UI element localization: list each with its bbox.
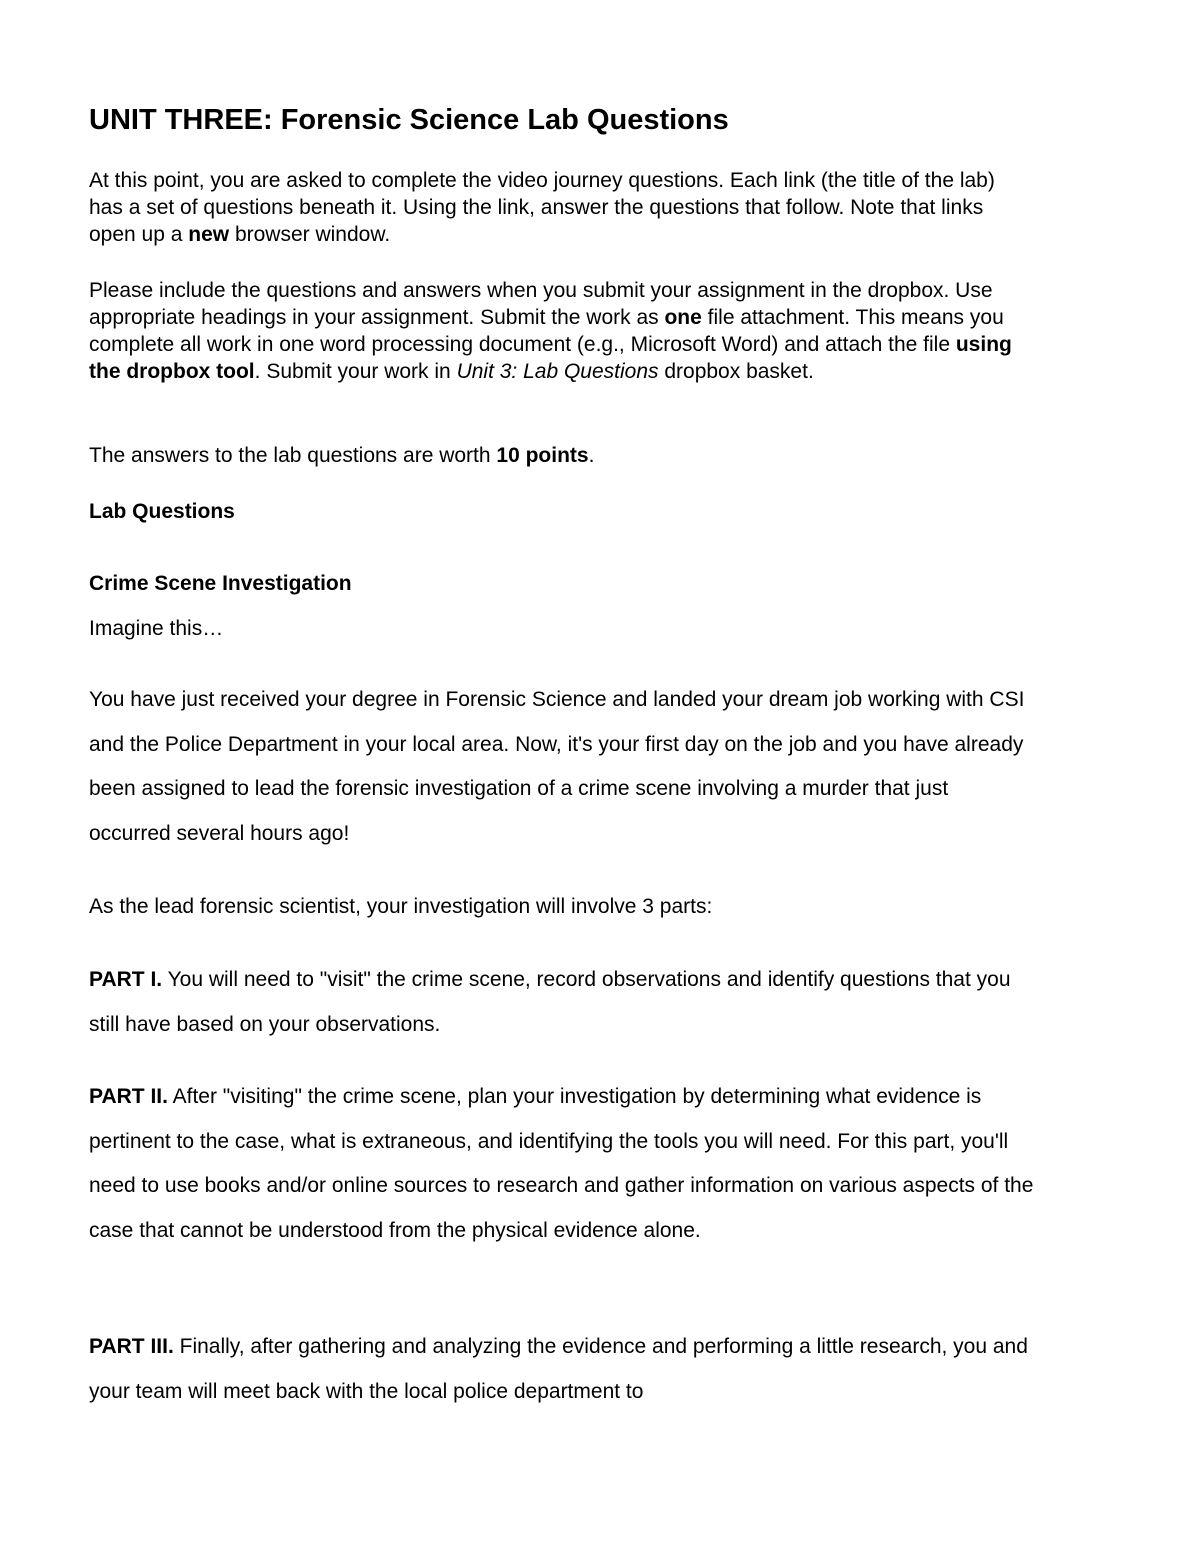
- lab-questions-heading: Lab Questions: [89, 500, 235, 523]
- part-3-label: PART III.: [89, 1335, 174, 1358]
- imagine-line: Imagine this…: [89, 617, 224, 640]
- intro-paragraph-2: [89, 277, 1034, 385]
- intro-text: Please include the questions and answers when you submit your assignment in the dropbox. Use appropriate headings in your assignment. Submit the work as: [89, 279, 993, 329]
- intro-paragraph-3: [89, 442, 1034, 469]
- emphasis-one: one: [664, 306, 702, 329]
- part-1-text: You will need to "visit" the crime scene, record observations and identify questions that you still have based on your observations.: [89, 968, 1011, 1036]
- parts-intro: As the lead forensic scientist, your investigation will involve 3 parts:: [89, 895, 713, 918]
- part-2-text: After "visiting" the crime scene, plan your investigation by determining what evidence is pertinent to the case, what is extraneous, and identifying the tools you will need. For this part, you'll need to use books and/or online sources to research and gather information on various aspects of the case that cannot be understood from the physical evidence alone.: [89, 1085, 1034, 1242]
- emphasis-dropbox-tool: using the dropbox tool: [89, 333, 1012, 383]
- intro-text: file attachment. This means you complete all work in one word processing document (e.g., Microsoft Word) and attach the file: [89, 306, 1004, 356]
- scenario-paragraph: You have just received your degree in Forensic Science and landed your dream job working with CSI and the Police Department in your local area. Now, it's your first day on the job and you have already been assigned to lead the forensic investigation of a crime scene involving a murder that just occurred several hours ago!: [89, 688, 1025, 845]
- crime-scene-heading: Crime Scene Investigation: [89, 572, 352, 595]
- part-2-label: PART II.: [89, 1085, 168, 1108]
- emphasis-new: new: [188, 223, 230, 246]
- emphasis-points: 10 points: [496, 444, 589, 467]
- document-title: UNIT THREE: Forensic Science Lab Questions: [89, 104, 729, 136]
- part-1-label: PART I.: [89, 968, 163, 991]
- intro-text: .: [588, 444, 595, 467]
- intro-text: . Submit your work in: [254, 360, 457, 383]
- part-1-paragraph: [89, 958, 1034, 1047]
- part-2-paragraph: [89, 1075, 1034, 1253]
- dropbox-basket-name: Unit 3: Lab Questions: [456, 360, 659, 383]
- intro-text: dropbox basket.: [658, 360, 814, 383]
- part-3-paragraph: [89, 1325, 1034, 1414]
- intro-text: At this point, you are asked to complete the video journey questions. Each link (the title of the lab) has a set of questions beneath it. Using the link, answer the questions that follow. Note that links open up a: [89, 169, 995, 246]
- intro-text: browser window.: [229, 223, 391, 246]
- intro-text: The answers to the lab questions are worth: [89, 444, 497, 467]
- part-3-text: Finally, after gathering and analyzing the evidence and performing a little research, you and your team will meet back with the local police department to: [89, 1335, 1028, 1403]
- intro-paragraph-1: [89, 167, 1034, 248]
